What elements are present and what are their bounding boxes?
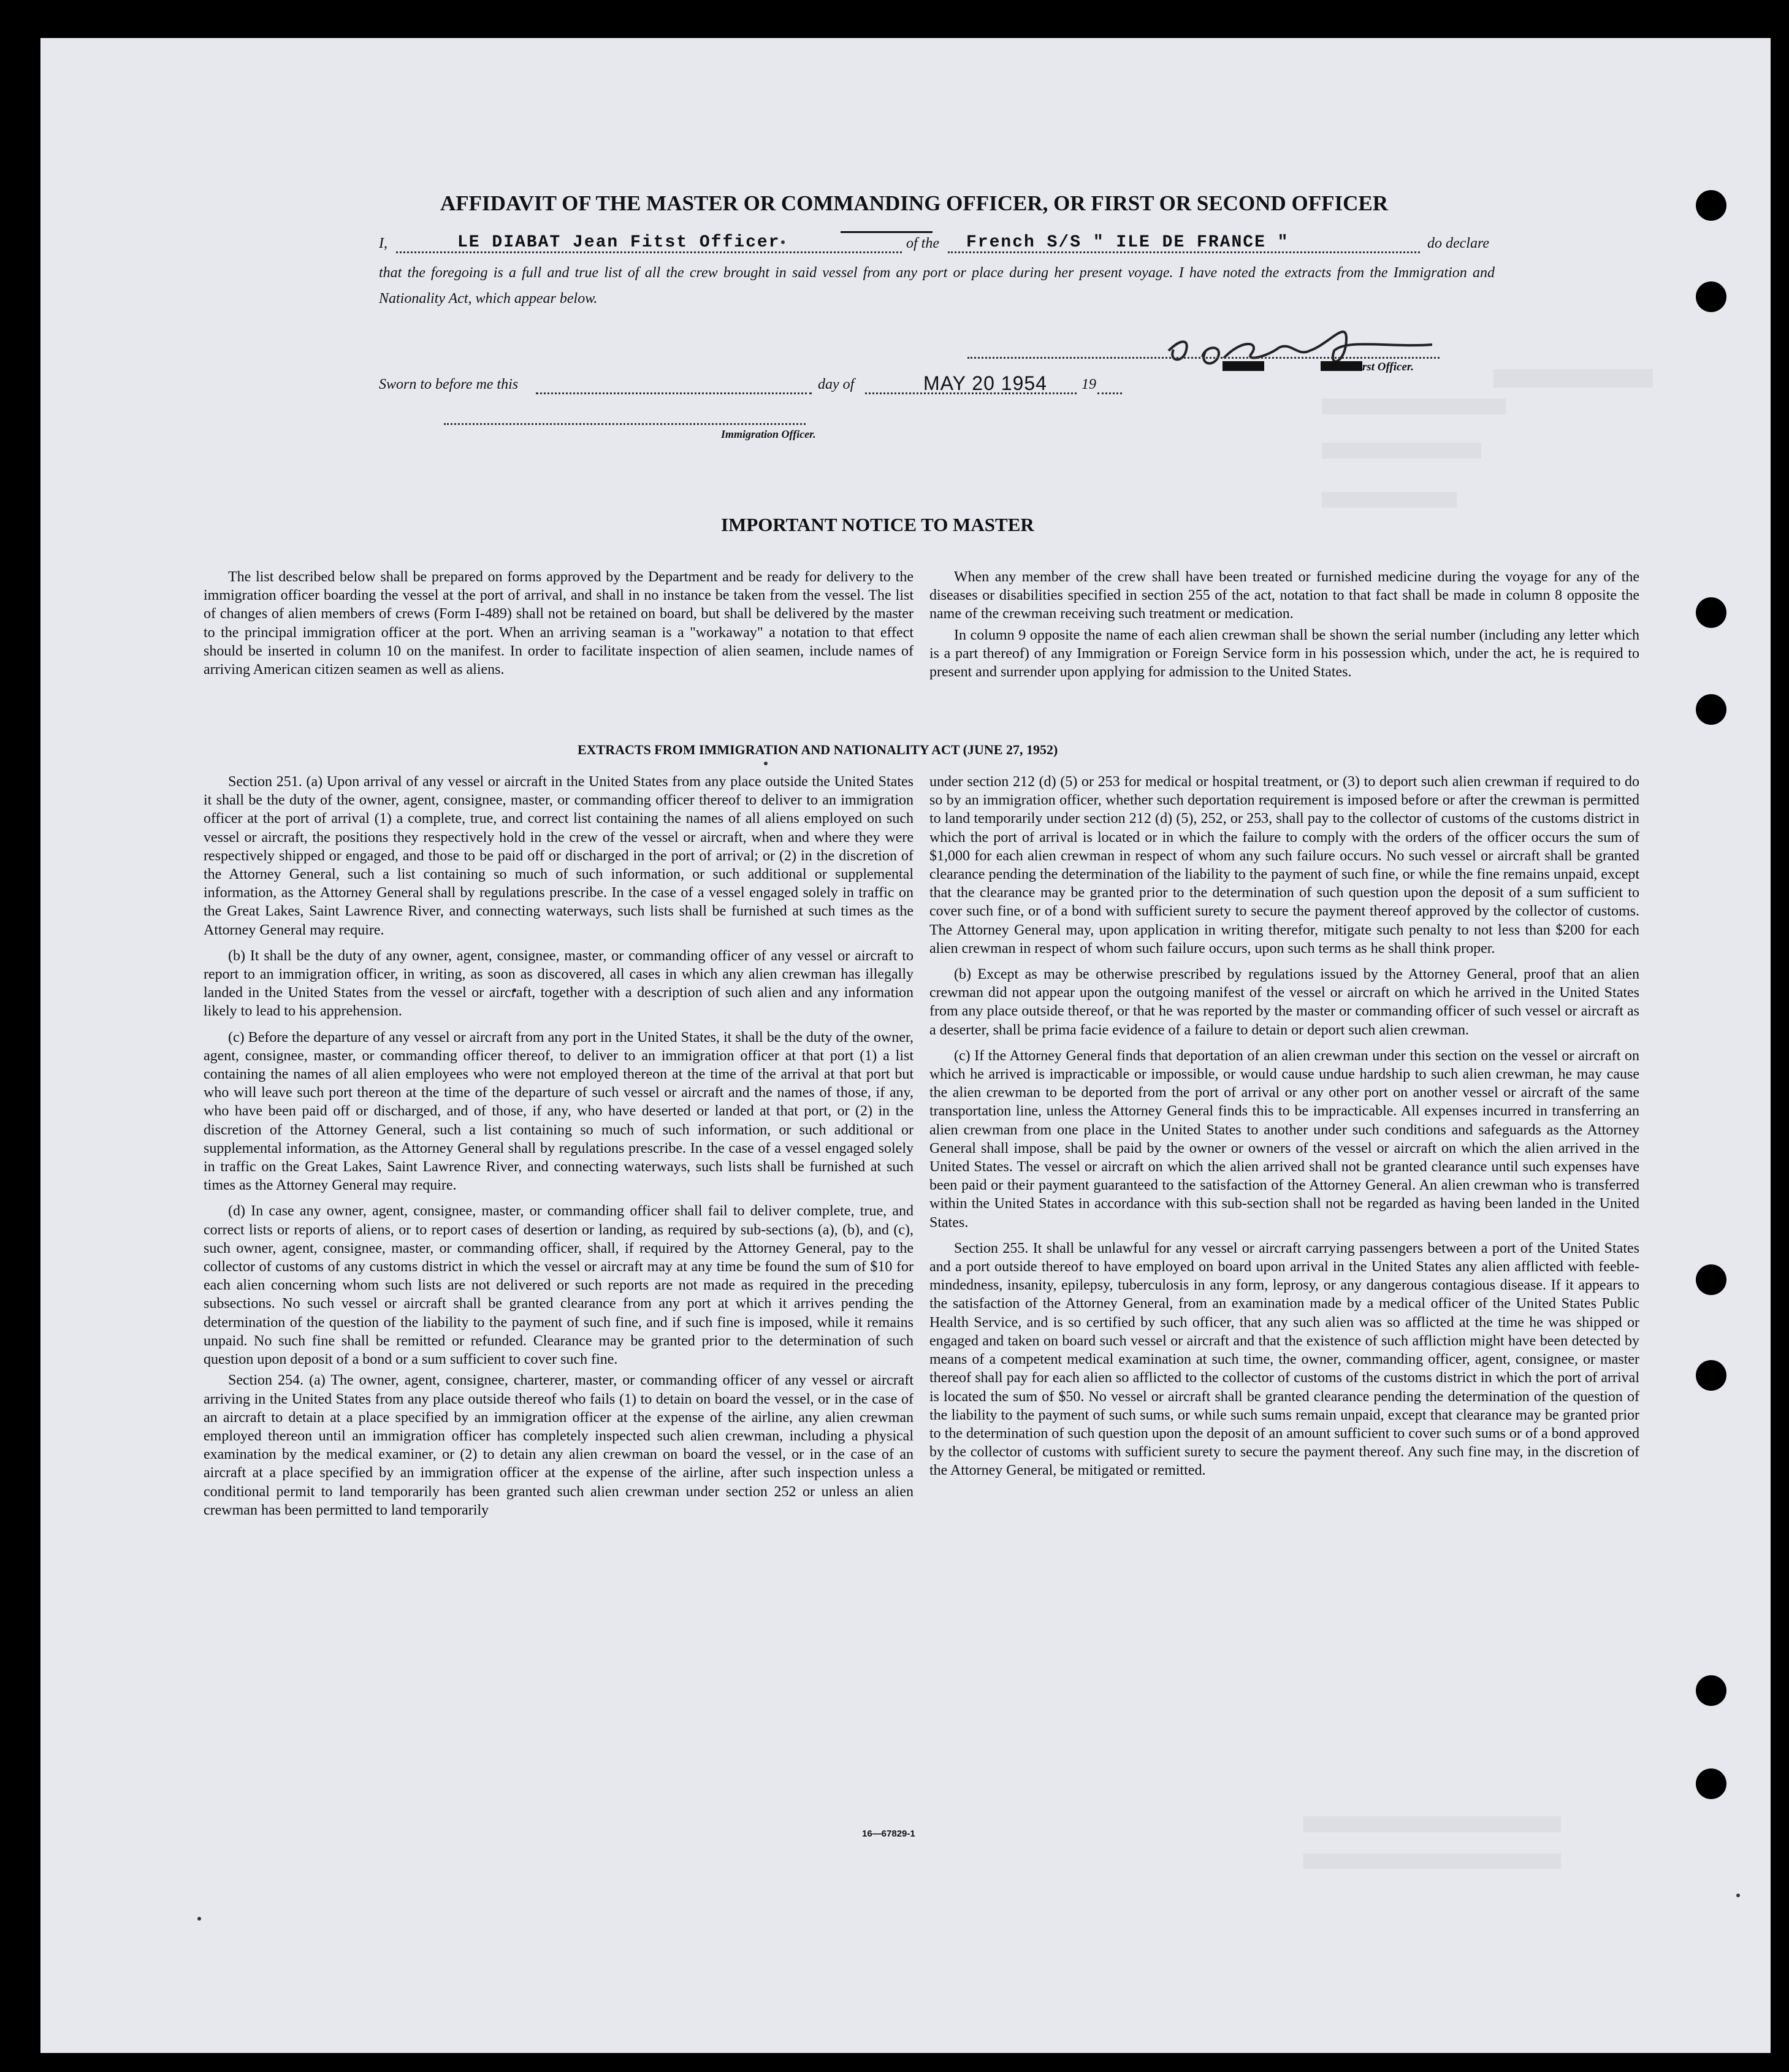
speck xyxy=(197,1917,201,1921)
form-number: 16—67829-1 xyxy=(862,1829,915,1839)
punch-hole xyxy=(1696,1264,1726,1295)
day-of-label: day of xyxy=(818,377,855,392)
notice-left-column xyxy=(204,568,914,686)
extract-paragraph: Section 255. It shall be unlawful for any vessel or aircraft carrying passengers between a port of the United States and a port outside thereof to have employed on board upon arrival in the United States any alien afflicted with feeble-mindedness, insanity, epilepsy, tuberculosis in any form, leprosy, or any dangerous contagious disease. If it appears to the satisfaction of the Attorney General, from an examination made by a medical officer of the United States Public Health Service, and is so certified by such officer, that any such alien was so afflicted at the time he was shipped or engaged and taken on board such vessel or aircraft and that the existence of such affliction might have been detected by means of a competent medical examination at such time, the owner, commanding officer, agent, consignee, or master thereof shall pay for each alien so afflicted to the collector of customs of the customs district in which the port of arrival is located the sum of $50. No vessel or aircraft shall be granted clearance pending the determination of the question of the liability to the payment of such sums, or while such sums remain unpaid, except that clearance may be granted prior to the determination of such question upon the deposit of an amount sufficient to cover such sums or of a bond approved by the collector of customs with sufficient surety to secure the payment thereof. Any such fine may, in the discretion of the Attorney General, be mitigated or remitted. xyxy=(929,1240,1639,1479)
signature-line xyxy=(967,357,1440,359)
extracts-right-column xyxy=(929,773,1639,1488)
of-the-label: of the xyxy=(906,235,939,251)
title-rule xyxy=(841,231,933,233)
punch-hole xyxy=(1696,1360,1726,1391)
speck xyxy=(764,762,768,765)
bleed-through xyxy=(1303,1853,1561,1869)
year-line xyxy=(1097,392,1122,394)
punch-hole xyxy=(1696,1768,1726,1799)
redaction-box xyxy=(1223,361,1264,371)
extract-paragraph: under section 212 (d) (5) or 253 for medical or hospital treatment, or (3) to deport such alien crewman if required to do so by an immigration officer, whether such deportation requirement is imposed before or after the crewman is permitted to land temporarily under section 212 (d) (5), 252, or 253, shall pay to the collector of customs of the customs district in which the port of arrival is located or in which the failure to comply with the orders of the officer occurs the sum of $1,000 for each alien crewman in respect of whom any such failure occurs. No such vessel or aircraft shall be granted clearance pending the determination of the liability to the payment of such fine, or while the fine remains unpaid, except that the clearance may be granted prior to the determination of such question upon the deposit of a sum sufficient to cover such fine, or of a bond with sufficient surety to secure the payment thereof approved by the collector of customs. The Attorney General may, upon application in writing therefor, mitigate such penalty to not less than $200 for each alien crewman in respect of whom such failure occurs, upon such terms as he shall think proper. xyxy=(929,774,1639,957)
year-prefix: 19 xyxy=(1081,377,1096,392)
extracts-title: EXTRACTS FROM IMMIGRATION AND NATIONALITY ACT (JUNE 27, 1952) xyxy=(578,742,1058,757)
affidavit-title: AFFIDAVIT OF THE MASTER OR COMMANDING OFFICER, OR FIRST OR SECOND OFFICER xyxy=(440,191,1388,215)
notice-right-column xyxy=(929,568,1639,689)
bleed-through xyxy=(1322,399,1506,415)
bleed-through xyxy=(1322,492,1457,508)
punch-hole xyxy=(1696,190,1726,221)
punch-hole xyxy=(1696,1675,1726,1706)
date-stamp: MAY 20 1954 xyxy=(923,372,1047,394)
punch-hole xyxy=(1696,694,1726,725)
officer-pronoun: I, xyxy=(379,235,387,251)
signature-caption: First Officer. xyxy=(1351,361,1414,373)
do-declare-label: do declare xyxy=(1427,235,1490,251)
extract-paragraph: (c) Before the departure of any vessel or aircraft from any port in the United States, it shall be the duty of the owner, agent, consignee, master, or commanding officer thereof, to deliver to an immigration officer at that port (1) a list containing the names of all alien employees who were not employed thereon at the time of the arrival at that port but who will leave such port thereon at the time of the departure of such vessel or aircraft and the names of those, if any, who have been paid off or discharged, and of those, if any, who have deserted or landed at that port, or (2) in the discretion of the Attorney General, such a list containing so much of such information, or such additional or supplemental information, as the Attorney General shall by regulations prescribe. In the case of a vessel engaged solely in traffic on the Great Lakes, Saint Lawrence River, and connecting waterways, such lists shall be furnished at such times as the Attorney General may require. xyxy=(204,1029,914,1194)
extract-paragraph: Section 254. (a) The owner, agent, consignee, charterer, master, or commanding officer of any vessel or aircraft arriving in the United States from any place outside thereof who fails (1) to detain on board the vessel, or in the case of an aircraft to detain at a place specified by an immigration officer at the expense of the airline, any alien crewman employed thereon until an immigration officer has completely inspected such alien crewman, including a physical examination by the medical examiner, or (2) to detain any alien crewman on board the vessel, or in the case of an aircraft at a place specified by an immigration officer at the expense of the airline, after such inspection unless a conditional permit to land temporarily has been granted such alien crewman under section 252 or unless an alien crewman has been permitted to land temporarily xyxy=(204,1372,914,1518)
extract-paragraph: (d) In case any owner, agent, consignee, master, or commanding officer shall fail to deliver complete, true, and correct lists or reports of aliens, or to report cases of desertion or landing, as required by sub-sections (a), (b), and (c), such owner, agent, consignee, master, or commanding officer, shall, if required by the Attorney General, pay to the collector of customs of any customs district in which the vessel or aircraft may at any time be found the sum of $10 for each alien concerning whom such lists are not delivered or such reports are not made as required in the preceding subsections. No such vessel or aircraft shall be granted clearance from any port at which it arrives pending the determination of the question of the liability to the payment of such fine, and if such fine is imposed, while it remains unpaid. No such fine shall be remitted or refunded. Clearance may be granted prior to the determination of such question upon deposit of a bond or a sum sufficient to cover such fine. xyxy=(204,1203,914,1368)
notice-paragraph: The list described below shall be prepared on forms approved by the Department and be ready for delivery to the immigration officer boarding the vessel at the port of arrival, and shall in no instance be taken from the vessel. The list of changes of alien members of crews (Form I-489) shall not be retained on board, but shall be delivered by the master to the principal immigration officer at the port. When an arriving seaman is a "workaway" a notation to that effect should be inserted in column 10 on the manifest. In order to facilitate inspection of alien seamen, include names of arriving American citizen seamen as well as aliens. xyxy=(204,569,914,678)
punch-hole xyxy=(1696,597,1726,628)
bleed-through xyxy=(1322,443,1481,459)
bleed-through xyxy=(1303,1816,1561,1832)
extracts-left-column xyxy=(204,773,914,1527)
extract-paragraph: (c) If the Attorney General finds that deportation of an alien crewman under this section on the vessel or aircraft on which he arrived is impracticable or impossible, or would cause undue hardship to such alien crewman, he may cause the alien crewman to be deported from the port of arrival or any other port on another vessel or aircraft of the same transportation line, unless the Attorney General finds this to be impracticable. All expenses incurred in transferring an alien crewman from one place in the United States to another under such conditions and safeguards as the Attorney General shall impose, shall be paid by the owner or owners of the vessel or aircraft on which the alien arrived in the United States. The vessel or aircraft on which the alien arrived shall not be granted clearance until such expenses have been paid or their payment guaranteed to the satisfaction of the Attorney General. An alien crewman who is transferred within the United States in accordance with this sub-section shall not be regarded as having been landed in the United States. xyxy=(929,1047,1639,1231)
immigration-officer-line xyxy=(444,423,806,425)
punch-hole xyxy=(1696,281,1726,312)
officer-name-field: LE DIABAT Jean Fitst Officer xyxy=(457,233,780,252)
extract-paragraph: Section 251. (a) Upon arrival of any vessel or aircraft in the United States from any place outside the United States it shall be the duty of the owner, agent, consignee, master, or commanding officer thereof to deliver to an immigration officer at the port of arrival (1) a complete, true, and correct list containing the names of all aliens employed on such vessel or aircraft, the positions they respectively hold in the crew of the vessel or aircraft, when and where they were respectively shipped or engaged, and those to be paid off or discharged in the port of arrival; or (2) in the discretion of the Attorney General, such a list containing so much of such information, or such additional or supplemental information, as the Attorney General shall by regulations prescribe. In the case of a vessel engaged solely in traffic on the Great Lakes, Saint Lawrence River, and connecting waterways, such lists shall be furnished at such times as the Attorney General may require. xyxy=(204,774,914,938)
notice-paragraph: In column 9 opposite the name of each alien crewman shall be shown the serial number (including any letter which is a part thereof) of any Immigration or Foreign Service form in his possession which, under the act, he is required to present and surrender upon applying for admission to the United States. xyxy=(929,627,1639,681)
immigration-officer-label: Immigration Officer. xyxy=(721,428,816,440)
speck xyxy=(781,240,785,244)
notice-paragraph: When any member of the crew shall have been treated or furnished medicine during the voyage for any of the diseases or disabilities specified in section 255 of the act, notation to that fact shall be made in column 8 opposite the name of the crewman receiving such treatment or medication. xyxy=(929,569,1639,622)
speck xyxy=(1736,1894,1740,1897)
document-page xyxy=(40,38,1771,2053)
bleed-through xyxy=(1493,369,1653,388)
sworn-day-line xyxy=(536,392,812,394)
extract-paragraph: (b) Except as may be otherwise prescribed by regulations issued by the Attorney General, proof that an alien crewman did not appear upon the outgoing manifest of the vessel or aircraft on which he arrived in the United States from any place outside thereof, or that he was reported by the master or commanding officer of such vessel or aircraft as a deserter, shall be prima facie evidence of a failure to detain or deport such alien crewman. xyxy=(929,966,1639,1038)
sworn-label: Sworn to before me this xyxy=(379,377,519,392)
vessel-field: French S/S " ILE DE FRANCE " xyxy=(966,233,1289,252)
declaration-text: that the foregoing is a full and true list of all the crew brought in said vessel from any port or place during her present voyage. I have noted the extracts from the Immigration and Nationality Act, which appear below. xyxy=(379,265,1495,307)
extract-paragraph: (b) It shall be the duty of any owner, agent, consignee, master, or commanding officer of any vessel or aircraft to report to an immigration officer, in writing, as soon as discovered, all cases in which any alien crewman has illegally landed in the United States from the vessel or aircraft, together with a description of such alien and any information likely to lead to his apprehension. xyxy=(204,947,914,1020)
notice-title: IMPORTANT NOTICE TO MASTER xyxy=(721,514,1034,535)
